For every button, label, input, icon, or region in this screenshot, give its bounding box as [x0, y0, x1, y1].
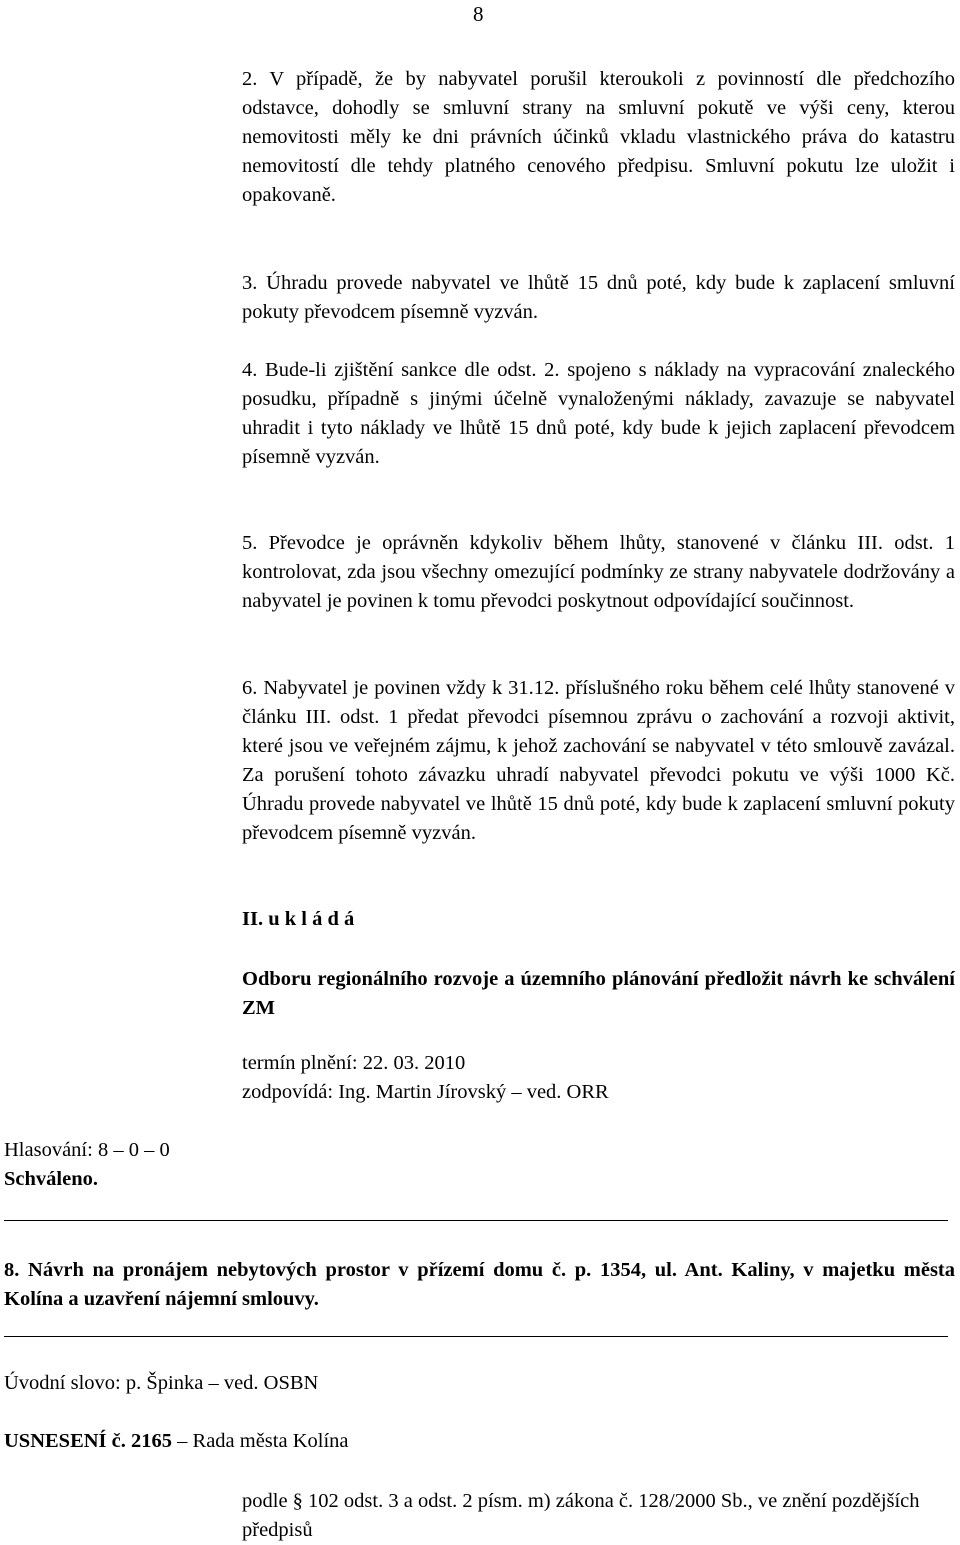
task-text: Odboru regionálního rozvoje a územního plánování předložit návrh ke schválení ZM	[242, 968, 955, 1019]
clause-text: V případě, že by nabyvatel porušil kteroukoli z povinností dle předchozího odstavce, dohodly se smluvní strany na smluvní pokutě ve výši ceny, kterou nemovitosti měly ke dni právních účinků vkladu vlastnického práva do katastru nemovitostí dle tehdy platného cenového předpisu. Smluvní pokutu lze uložit i opakovaně.	[242, 68, 955, 206]
section-verb: u k l á d á	[268, 908, 355, 930]
clause-number: 2.	[242, 68, 258, 90]
clause-6	[242, 674, 955, 848]
resolution-number: USNESENÍ č. 2165	[4, 1430, 173, 1452]
page-number: 8	[473, 2, 484, 26]
vote-label: Hlasování: 8 – 0 – 0	[4, 1139, 170, 1161]
clause-text: Nabyvatel je povinen vždy k 31.12. příslušného roku během celé lhůty stanovené v článku III. odst. 1 předat převodci písemnou zprávu o zachování a rozvoji aktivit, které jsou ve veřejném zájmu, k jehož zachování se nabyvatel v této smlouvě zavázal. Za porušení tohoto závazku uhradí nabyvatel převodci pokutu ve výši 1000 Kč. Úhradu provede nabyvatel ve lhůtě 15 dnů poté, kdy bude k zaplacení smluvní pokuty převodcem písemně vyzván.	[242, 677, 956, 844]
responsible-person: zodpovídá: Ing. Martin Jírovský – ved. ORR	[242, 1081, 609, 1103]
intro-speaker: Úvodní slovo: p. Špinka – ved. OSBN	[4, 1372, 319, 1394]
resolution	[4, 1430, 349, 1453]
clause-text: Úhradu provede nabyvatel ve lhůtě 15 dnů poté, kdy bude k zaplacení smluvní pokuty převodcem písemně vyzván.	[242, 272, 956, 323]
divider	[4, 1220, 948, 1221]
clause-text: Převodce je oprávněn kdykoliv během lhůty, stanovené v článku III. odst. 1 kontrolovat, zda jsou všechny omezující podmínky ze strany nabyvatele dodržovány a nabyvatel je povinen k tomu převodci poskytnout odpovídající součinnost.	[242, 532, 955, 612]
section-numeral: II.	[242, 908, 264, 930]
clause-number: 4.	[242, 359, 258, 381]
clause-text: Bude-li zjištění sankce dle odst. 2. spojeno s náklady na vypracování znaleckého posudku, případně s jinými účelně vynaloženými náklady, zavazuje se nabyvatel uhradit i tyto náklady ve lhůtě 15 dnů poté, kdy bude k jejich zaplacení převodcem písemně vyzván.	[242, 359, 955, 468]
legal-basis: podle § 102 odst. 3 a odst. 2 písm. m) zákona č. 128/2000 Sb., ve znění pozdějších předpisů	[242, 1490, 920, 1541]
deadline: termín plnění: 22. 03. 2010	[242, 1052, 466, 1074]
clause-2	[242, 65, 955, 210]
clause-number: 6.	[242, 677, 258, 699]
clause-4	[242, 356, 955, 472]
vote-result: Schváleno.	[4, 1168, 98, 1190]
clause-number: 5.	[242, 532, 258, 554]
resolution-body: – Rada města Kolína	[177, 1430, 349, 1452]
clause-number: 3.	[242, 272, 258, 294]
clause-3	[242, 269, 955, 327]
section-heading	[242, 908, 354, 931]
divider	[4, 1336, 948, 1337]
clause-5	[242, 529, 955, 616]
agenda-item-title: 8. Návrh na pronájem nebytových prostor v přízemí domu č. p. 1354, ul. Ant. Kaliny, v majetku města Kolína a uzavření nájemní smlouvy.	[4, 1259, 955, 1310]
